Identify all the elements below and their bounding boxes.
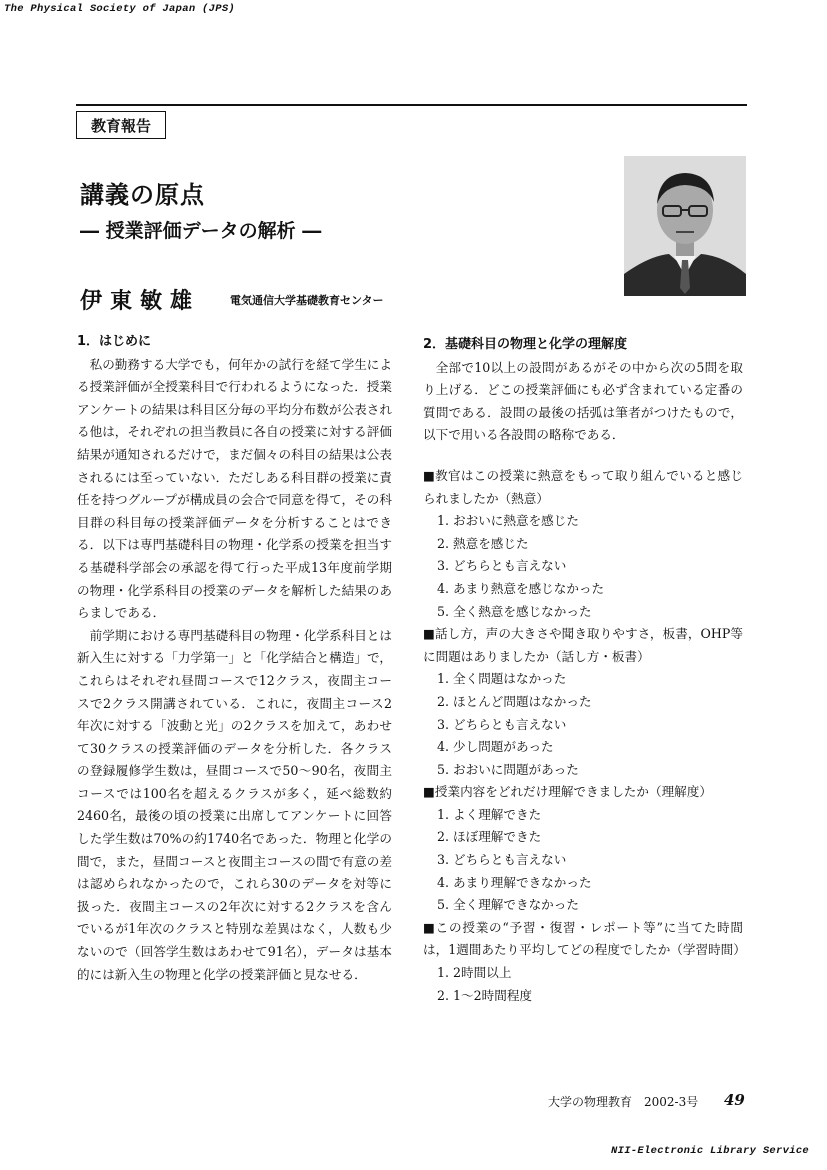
nii-label: NII-Electronic Library Service	[611, 1145, 810, 1157]
article-subtitle: ― 授業評価データの解析 ―	[80, 220, 322, 242]
option-item: 1. 2時間以上	[437, 965, 512, 981]
section1-heading: 1．はじめに	[77, 334, 152, 349]
section1-paragraph: 前学期における専門基礎科目の物理・化学系科目とは新入生に対する「力学第一」と「化学結合と構造」で，これらはそれぞれ昼間コースで12クラス，夜間主コースで2クラス開講されている．これに，夜間主コース2年次に対する「波動と光」の2クラスを加えて，あわせて30クラスの授業評価のデータを分析した．各クラスの登録履修学生数は，昼間コースで50～90名，夜間主コースでは100名を超えるクラスが多く，延べ総数約2460名，最後の頃の授業に出席してアンケートに回答した学生数は70%の約1740名であった．物理と化学の間で，また，昼間コースと夜間主コースの間で有意の差は認められなかったので，これら30のデータを対等に扱った．夜間主コースの2年次に対する2クラスを含んでいるが1年次のクラスと特別な差異はなく，人数も少ないので（回答学生数はあわせて91名），データは基本的には新入生の物理と化学の授業評価と見なせる．	[77, 627, 392, 982]
option-item: 5. おおいに問題があった	[437, 761, 579, 777]
option-item: 1. 全く問題はなかった	[437, 671, 567, 687]
option-item: 4. あまり理解できなかった	[437, 874, 592, 890]
option-item: 3. どちらとも言えない	[437, 852, 567, 868]
option-item: 2. 1～2時間程度	[437, 987, 533, 1003]
option-list	[423, 668, 743, 781]
article-title: 講義の原点	[80, 181, 205, 209]
option-item: 4. あまり熱意を感じなかった	[437, 580, 605, 596]
category-badge: 教育報告	[76, 111, 166, 139]
left-column	[77, 331, 392, 986]
question-text: ■授業内容をどれだけ理解できましたか（理解度）	[423, 784, 712, 800]
option-item: 2. 熱意を感じた	[437, 535, 529, 551]
option-list	[423, 962, 743, 1007]
section2-intro: 全部で10以上の設問があるがその中から次の5問を取り上げる．どこの授業評価にも必ず含まれている定番の質問である．設問の最後の括弧は筆者がつけたもので，以下で用いる各設問の略称である．	[423, 359, 743, 443]
author-photo	[624, 156, 746, 296]
section1-paragraph: 私の勤務する大学でも，何年かの試行を経て学生による授業評価が全授業科目で行われるようになった．授業アンケートの結果は科目区分毎の平均分布数が公表される他は，それぞれの担当教員に各自の授業に対する評価結果が通知されるだけで，まだ個々の科目の結果は公表されるには至っていない．ただしある科目群の授業に責任を持つグループが構成員の会合で同意を得て，その科目群の科目毎の授業評価データを分析することはできる．以下は専門基礎科目の物理・化学系の授業を担当する基礎科学部会の承認を得て行った平成13年度前学期の物理・化学系科目の授業のデータを解析した結果のあらましである．	[77, 356, 392, 621]
question-text: ■この授業の“予習・復習・レポート等”に当てた時間は，1週間あたり平均してどの程度でしたか（学習時間）	[423, 919, 746, 958]
option-item: 5. 全く熱意を感じなかった	[437, 603, 592, 619]
option-item: 2. ほとんど問題はなかった	[437, 693, 592, 709]
option-list	[423, 510, 743, 623]
journal-footer: 大学の物理教育 2002-3号	[548, 1095, 699, 1109]
right-column	[423, 334, 746, 1007]
question-text: ■話し方，声の大きさや聞き取りやすさ，板書，OHP等に問題はありましたか（話し方・板書）	[423, 626, 743, 664]
option-list	[423, 804, 743, 917]
section2-heading: 2．基礎科目の物理と化学の理解度	[423, 337, 628, 352]
option-item: 1. おおいに熱意を感じた	[437, 513, 579, 529]
option-item: 4. 少し問題があった	[437, 739, 554, 755]
option-item: 3. どちらとも言えない	[437, 558, 567, 574]
option-item: 2. ほぼ理解できた	[437, 829, 542, 845]
option-item: 3. どちらとも言えない	[437, 716, 567, 732]
page-number: 49	[724, 1091, 745, 1109]
publisher-label: The Physical Society of Japan (JPS)	[4, 3, 236, 15]
author-name: 伊東敏雄	[80, 288, 201, 314]
header-rule	[76, 104, 747, 106]
option-item: 1. よく理解できた	[437, 806, 542, 822]
author-affiliation: 電気通信大学基礎教育センター	[230, 294, 384, 307]
option-item: 5. 全く理解できなかった	[437, 897, 579, 913]
question-text: ■教官はこの授業に熱意をもって取り組んでいると感じられましたか（熱意）	[423, 467, 743, 506]
